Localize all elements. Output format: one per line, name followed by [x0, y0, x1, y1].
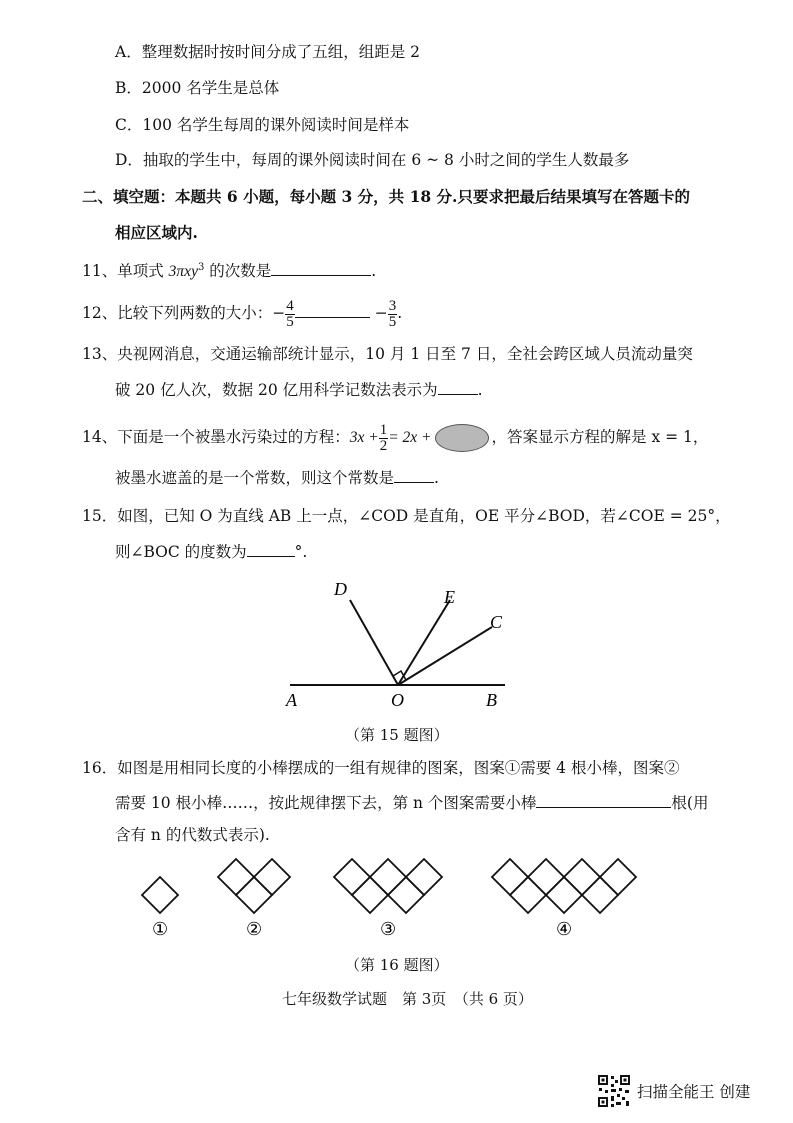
q12-number: 12、	[82, 304, 118, 322]
q12-numerator-1: 4	[286, 297, 294, 314]
label-c: C	[490, 612, 503, 632]
label-d: D	[334, 579, 347, 599]
q14-number: 14、	[82, 428, 118, 446]
q12-fraction-1	[285, 299, 295, 330]
q12-denominator-1: 5	[286, 313, 294, 330]
q11-post: 的次数是	[204, 262, 272, 281]
q15-line2: 则∠BOC 的度数为	[115, 543, 247, 561]
angle-figure	[270, 570, 520, 715]
option-d: D．抽取的学生中，每周的课外阅读时间在 6 ~ 8 小时之间的学生人数最多	[115, 151, 630, 169]
q11-expression: 3πxy	[168, 263, 198, 281]
q14-fraction	[379, 423, 389, 454]
q16-number: 16．	[82, 759, 118, 777]
question-16-line2	[115, 793, 708, 813]
q13-line1: 央视网消息，交通运输部统计显示，10 月 1 日至 7 日，全社会跨区域人员流动量突	[117, 345, 693, 363]
q14-eq-a: 3x +	[349, 429, 379, 446]
q14-end: .	[434, 469, 439, 487]
question-16	[82, 758, 679, 778]
answer-blank-12[interactable]	[295, 303, 370, 318]
scanner-watermark: 扫描全能王 创建	[637, 1083, 751, 1101]
q12-denominator-2: 5	[388, 313, 397, 330]
question-15-line2	[115, 542, 307, 562]
answer-blank-14[interactable]	[394, 468, 434, 483]
option-b: B．2000 名学生是总体	[115, 79, 280, 97]
ray-oe	[398, 600, 450, 685]
option-c: C．100 名学生每周的课外阅读时间是样本	[115, 116, 410, 134]
q14-post: ，答案显示方程的解是 x = 1，	[491, 428, 709, 446]
q11-pre: 单项式	[117, 262, 169, 281]
question-13	[82, 344, 693, 364]
question-14-line2	[115, 468, 439, 488]
section-header-line2: 相应区域内.	[115, 223, 198, 242]
section-header	[82, 187, 690, 207]
figure-15-caption: （第 15 题图）	[345, 726, 449, 744]
q12-neg1: −	[272, 304, 286, 322]
q15-line1: 如图，已知 O 为直线 AB 上一点，∠COD 是直角，OE 平分∠BOD，若∠COE = 25°，	[117, 507, 731, 525]
q16-line2-post: 根(用	[671, 794, 709, 812]
pattern-label-2: ②	[246, 919, 263, 940]
pattern-label-4: ④	[556, 919, 573, 940]
q14-eq-b: = 2x +	[388, 429, 432, 446]
q14-numerator: 1	[379, 421, 388, 438]
qr-code-icon	[597, 1074, 631, 1108]
answer-blank-15[interactable]	[247, 542, 295, 557]
q12-end: .	[397, 304, 403, 322]
pattern-4	[492, 859, 636, 913]
question-14	[82, 420, 708, 455]
label-b: B	[486, 690, 497, 710]
q15-end: °.	[294, 543, 308, 561]
q14-denominator: 2	[379, 437, 388, 454]
q11-end: .	[371, 262, 377, 281]
pattern-2	[218, 859, 290, 913]
question-12	[82, 296, 402, 330]
q12-pre: 比较下列两数的大小：	[117, 304, 273, 322]
question-16-line3: 含有 n 的代数式表示).	[115, 826, 270, 844]
section-header-bold: 填空题：本题共 6 小题，每小题 3 分，共 18 分.	[113, 187, 458, 206]
q14-pre: 下面是一个被墨水污染过的方程：	[117, 428, 350, 446]
q15-number: 15．	[82, 507, 118, 525]
q13-line2: 破 20 亿人次，数据 20 亿用科学记数法表示为	[115, 381, 438, 399]
question-15	[82, 506, 731, 526]
q12-numerator-2: 3	[388, 297, 397, 314]
answer-blank-11[interactable]	[271, 261, 371, 276]
q11-number: 11、	[82, 262, 118, 281]
ink-blot	[435, 424, 489, 452]
label-o: O	[391, 690, 404, 710]
q13-end: .	[477, 381, 483, 399]
ray-od	[350, 600, 398, 685]
figure-16-caption: （第 16 题图）	[345, 956, 449, 974]
section-number: 二、	[82, 187, 114, 206]
q16-line2-pre: 需要 10 根小棒……，按此规律摆下去，第 n 个图案需要小棒	[115, 794, 537, 812]
section-header-rest: 只要求把最后结果填写在答题卡的	[457, 187, 690, 206]
q16-line1: 如图是用相同长度的小棒摆成的一组有规律的图案，图案①需要 4 根小棒，图案②	[117, 759, 680, 777]
question-13-line2	[115, 380, 483, 400]
answer-blank-13[interactable]	[438, 380, 478, 395]
q11-exponent: 3	[197, 262, 205, 273]
pattern-label-3: ③	[380, 919, 397, 940]
option-a: A．整理数据时按时间分成了五组，组距是 2	[115, 43, 420, 61]
label-e: E	[444, 587, 455, 607]
q14-line2: 被墨水遮盖的是一个常数，则这个常数是	[115, 469, 395, 487]
label-a: A	[286, 690, 297, 710]
pattern-figure	[130, 855, 650, 945]
pattern-1-diamond	[142, 877, 178, 913]
answer-blank-16[interactable]	[536, 793, 671, 808]
page-footer: 七年级数学试题 第 3页 （共 6 页）	[282, 990, 533, 1008]
q12-neg2: −	[374, 304, 388, 322]
ray-oc	[398, 627, 492, 685]
question-11	[82, 258, 376, 282]
pattern-3	[334, 859, 442, 913]
q12-fraction-2	[388, 299, 398, 330]
pattern-label-1: ①	[152, 919, 169, 940]
q13-number: 13、	[82, 345, 118, 363]
